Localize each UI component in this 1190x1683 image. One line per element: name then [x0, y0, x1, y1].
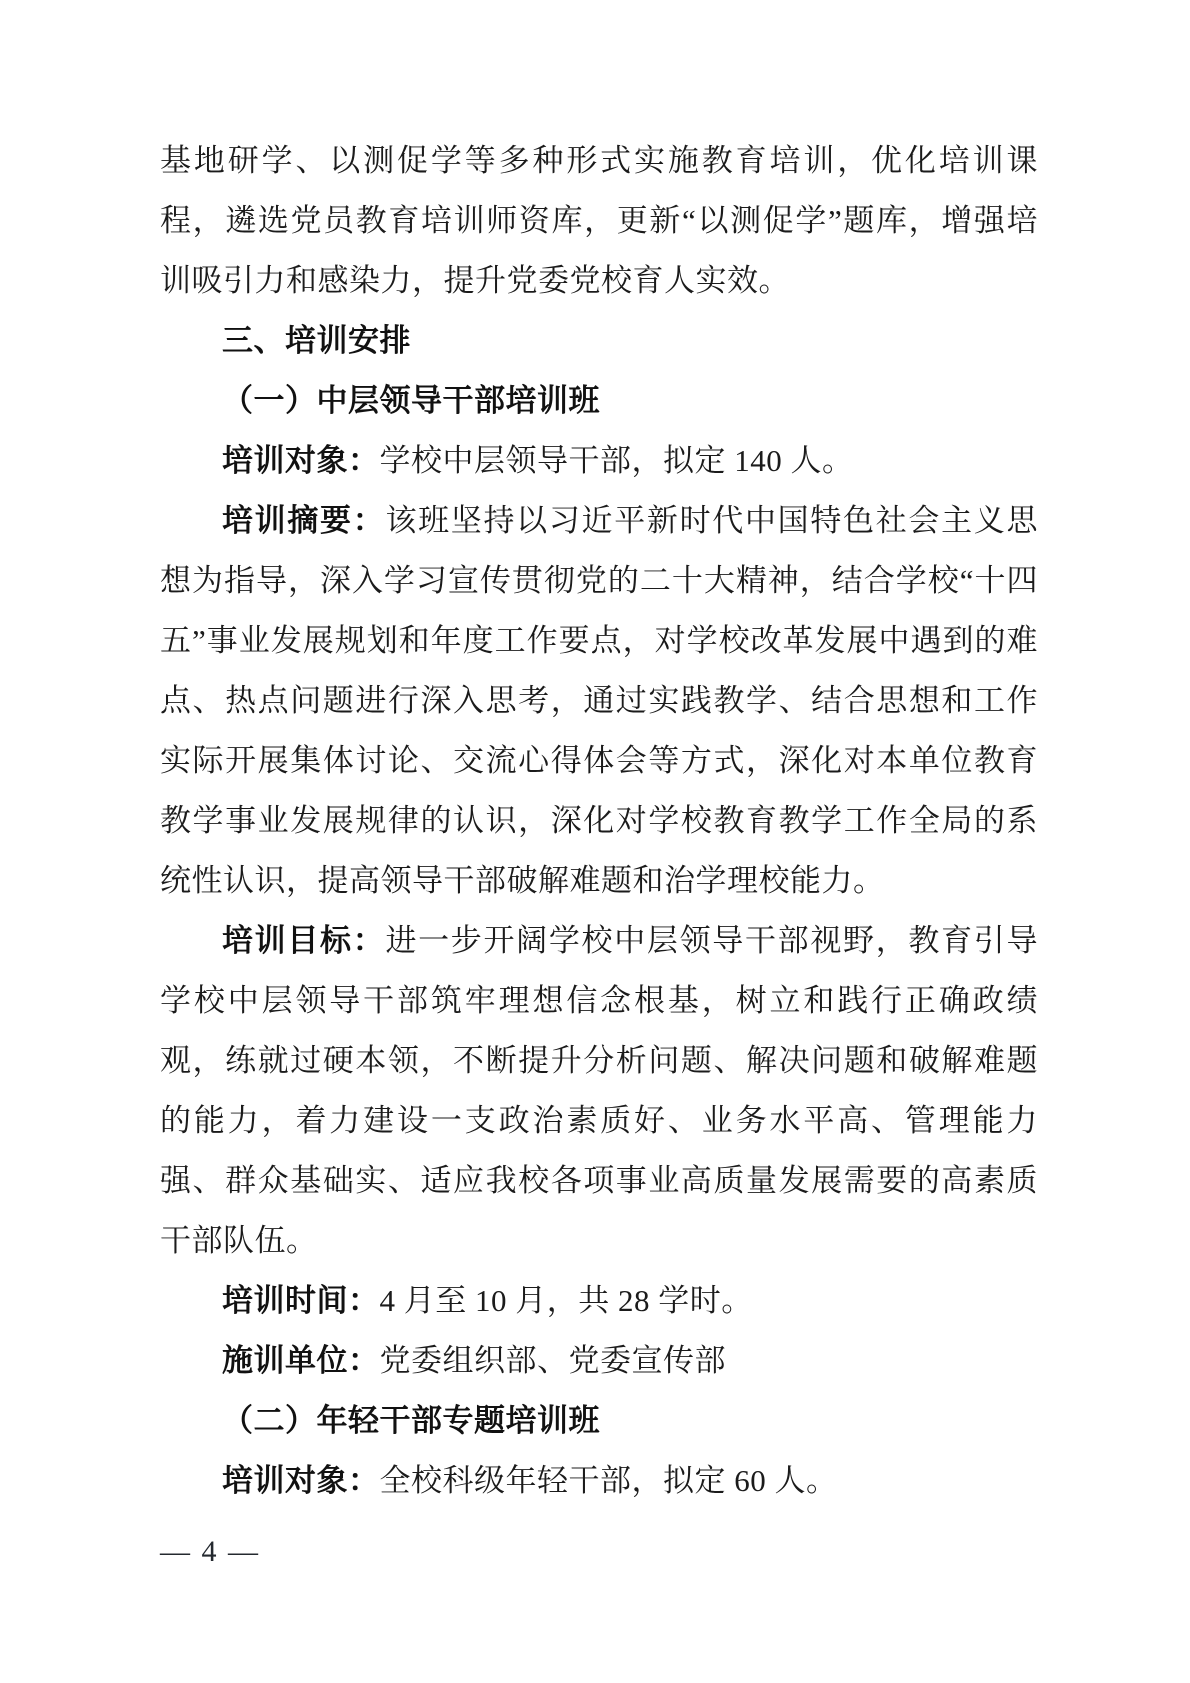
- paragraph: 培训对象：学校中层领导干部，拟定 140 人。: [222, 443, 854, 478]
- paragraph: 培训目标：进一步开阔学校中层领导干部视野，教育引导学校中层领导干部筑牢理想信念根基，树立和践行正确政绩观，练就过硬本领，不断提升分析问题、解决问题和破解难题的能力，着力建设一支政治素质好、业务水平高、管理能力强、群众基础实、适应我校各项事业高质量发展需要的高素质干部队伍。: [160, 923, 1038, 1258]
- document-body: [160, 131, 1038, 1511]
- paragraph-label: 培训目标：: [222, 923, 386, 958]
- paragraph-label: 培训时间：: [222, 1283, 380, 1318]
- page-number: — 4 —: [160, 1535, 260, 1568]
- paragraph: 培训时间：4 月至 10 月，共 28 学时。: [222, 1283, 753, 1318]
- paragraph: 培训对象：全校科级年轻干部，拟定 60 人。: [222, 1463, 838, 1498]
- paragraph-label: 培训对象：: [222, 443, 380, 478]
- section-heading: 三、培训安排: [222, 323, 411, 358]
- section-heading: （一）中层领导干部培训班: [222, 383, 600, 418]
- section-heading: （二）年轻干部专题培训班: [222, 1403, 600, 1438]
- paragraph-label: 施训单位：: [222, 1343, 380, 1378]
- paragraph: 基地研学、以测促学等多种形式实施教育培训，优化培训课程，遴选党员教育培训师资库，更新“以测促学”题库，增强培训吸引力和感染力，提升党委党校育人实效。: [160, 143, 1038, 298]
- paragraph-label: 培训对象：: [222, 1463, 380, 1498]
- paragraph: 施训单位：党委组织部、党委宣传部: [222, 1343, 726, 1378]
- paragraph: 培训摘要：该班坚持以习近平新时代中国特色社会主义思想为指导，深入学习宣传贯彻党的二十大精神，结合学校“十四五”事业发展规划和年度工作要点，对学校改革发展中遇到的难点、热点问题进行深入思考，通过实践教学、结合思想和工作实际开展集体讨论、交流心得体会等方式，深化对本单位教育教学事业发展规律的认识，深化对学校教育教学工作全局的系统性认识，提高领导干部破解难题和治学理校能力。: [160, 503, 1038, 898]
- paragraph-label: 培训摘要：: [222, 503, 386, 538]
